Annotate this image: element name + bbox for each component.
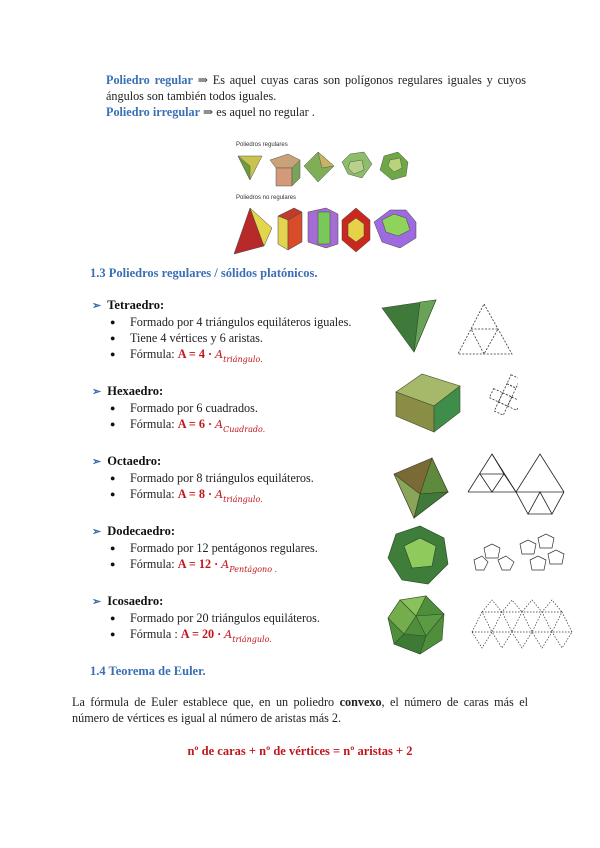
- formula-subscript: triángulo.: [232, 635, 272, 644]
- bullet-item: ● Formado por 4 triángulos equiláteros iguales.: [110, 314, 382, 330]
- euler-text-bold: convexo: [339, 695, 382, 709]
- arrow-bullet-icon: ➢: [92, 456, 102, 468]
- formula-main: A = 8 ·: [177, 487, 216, 501]
- formula-area-symbol: A: [215, 488, 224, 501]
- tetrahedron-net-image: [456, 302, 516, 360]
- octaedro-block: [92, 454, 382, 504]
- euler-paragraph: [72, 694, 528, 726]
- formula-subscript: Pentágono .: [229, 565, 278, 574]
- arrow-bullet-icon: ➢: [92, 526, 102, 538]
- icosahedron-solid-image: [386, 594, 448, 658]
- caption-regular: Poliedros regulares: [236, 142, 288, 148]
- formula-main: A = 20 ·: [180, 627, 225, 641]
- cube-net-image: [488, 372, 518, 436]
- implies-arrow: ⇒: [197, 73, 208, 87]
- formula-item: [110, 556, 382, 574]
- regular-term: Poliedro regular: [106, 73, 193, 87]
- polyhedra-figure: [230, 138, 420, 258]
- formula-item: [110, 486, 382, 504]
- euler-text-before: La fórmula de Euler establece que, en un poliedro: [72, 695, 340, 709]
- cube-solid-image: [394, 372, 464, 434]
- solid-name: Icosaedro:: [107, 594, 164, 608]
- irregular-term: Poliedro irregular: [106, 105, 200, 119]
- section-13-heading: 1.3 Poliedros regulares / sólidos platónicos.: [90, 266, 318, 280]
- caption-irregular: Poliedros no regulares: [236, 195, 297, 201]
- section-14-heading: 1.4 Teorema de Euler.: [90, 664, 206, 678]
- bullet-item: ● Formado por 12 pentágonos regulares.: [110, 540, 382, 556]
- irregular-text: es aquel no regular .: [216, 105, 315, 119]
- formula-label: Fórmula:: [130, 557, 175, 571]
- polyhedra-figure-drawing: [230, 138, 420, 258]
- euler-formula-row: [0, 742, 600, 760]
- solid-name: Tetraedro:: [107, 298, 165, 312]
- formula-item: [110, 416, 382, 434]
- solid-name: Hexaedro:: [107, 384, 164, 398]
- dodecahedron-net-image: [470, 530, 574, 580]
- arrow-bullet-icon: ➢: [92, 386, 102, 398]
- bullet-item: ● Formado por 20 triángulos equiláteros.: [110, 610, 382, 626]
- formula-main: A = 6 ·: [177, 417, 216, 431]
- formula-subscript: Cuadrado.: [223, 425, 266, 434]
- bullet-item: ● Formado por 6 cuadrados.: [110, 400, 382, 416]
- formula-area-symbol: A: [215, 418, 224, 431]
- tetraedro-block: [92, 298, 382, 364]
- formula-label: Fórmula:: [130, 487, 175, 501]
- formula-label: Fórmula:: [130, 417, 175, 431]
- formula-subscript: triángulo.: [223, 495, 263, 504]
- formula-item: [110, 626, 382, 644]
- dodecaedro-block: [92, 524, 382, 574]
- dodecahedron-solid-image: [386, 524, 450, 586]
- octahedron-net-image: [464, 452, 574, 522]
- formula-area-symbol: A: [215, 348, 224, 361]
- euler-text-after: , el número de caras más el número de vértices es igual al número de aristas más 2.: [72, 695, 528, 725]
- formula-subscript: triángulo.: [223, 355, 263, 364]
- euler-formula: nº de caras + nº de vértices = nº aristas + 2: [187, 744, 413, 758]
- formula-item: [110, 346, 382, 364]
- octahedron-solid-image: [392, 456, 450, 522]
- bullet-item: ● Formado por 8 triángulos equiláteros.: [110, 470, 382, 486]
- formula-area-symbol: A: [224, 628, 233, 641]
- arrow-bullet-icon: ➢: [92, 596, 102, 608]
- implies-arrow: ⇒: [203, 105, 214, 119]
- icosaedro-block: [92, 594, 382, 644]
- solid-name: Octaedro:: [107, 454, 162, 468]
- formula-label: Fórmula:: [130, 347, 175, 361]
- formula-label: Fórmula :: [130, 627, 178, 641]
- hexaedro-block: [92, 384, 382, 434]
- formula-main: A = 12 ·: [177, 557, 222, 571]
- arrow-bullet-icon: ➢: [92, 300, 102, 312]
- irregular-definition: [106, 104, 526, 120]
- solid-name: Dodecaedro:: [107, 524, 176, 538]
- formula-area-symbol: A: [221, 558, 230, 571]
- icosahedron-net-image: [470, 598, 576, 650]
- regular-text: Es aquel cuyas caras son polígonos regulares iguales y cuyos ángulos son también todos iguales.: [106, 73, 526, 103]
- regular-definition: [106, 72, 526, 104]
- formula-main: A = 4 ·: [177, 347, 216, 361]
- bullet-item: ● Tiene 4 vértices y 6 aristas.: [110, 330, 382, 346]
- tetrahedron-solid-image: [380, 296, 440, 356]
